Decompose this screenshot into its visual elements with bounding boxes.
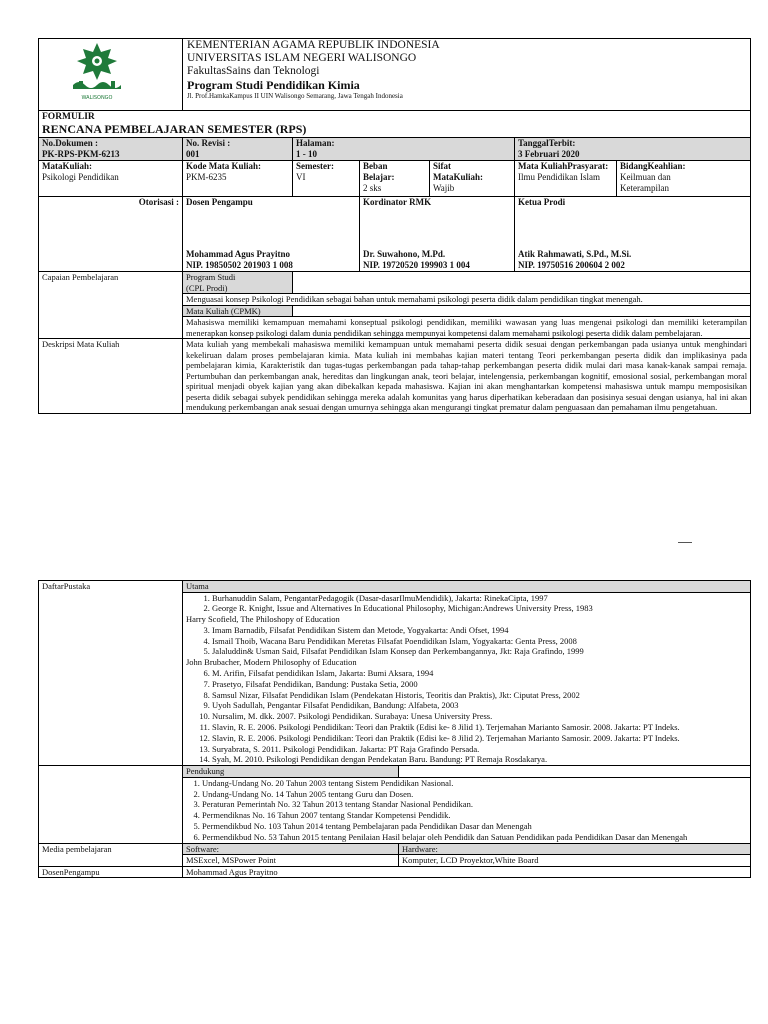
head-sign-name: Atik Rahmawati, S.Pd., M.Si. (518, 249, 632, 259)
list-item: 6. Permendikbud No. 53 Tahun 2015 tentang Penilaian Hasil belajar oleh Pendidik dan Satuan Pendidikan pada Pendidikan Dasar dan Menengah (202, 832, 747, 843)
learning-outcomes-label: Capaian Pembelajaran (39, 272, 183, 339)
list-item: 6. M. Arifin, Filsafat pendidikan Islam, Jakarta: Bumi Aksara, 1994 (212, 668, 747, 679)
semester-value: VI (296, 172, 306, 182)
institution-address: Jl. Prof.HamkaKampus II UIN Walisongo Semarang, Jawa Tengah Indonesia (187, 92, 403, 100)
rps-page-2 (38, 580, 750, 878)
list-item: 11. Slavin, R. E. 2006. Psikologi Pendidikan: Teori dan Praktik (Edisi ke- 8 Jilid 1). Terjemahan Marianto Samosir. 2008. Jakarta: PT Indeks. (212, 722, 747, 733)
cpmk-text: Mahasiswa memiliki kemampuan memahami konseptual psikologi pendidikan, memiliki wawasan yang luas mengenai psikologi dan memiliki keterampilan menerapkan konsep psikologi dalam dunia pendidikan sehingga mempunyai kompetensi dalam memahami psikologi peserta didik dalam pembelajaran. (183, 317, 751, 339)
coordinator-role: Kordinator RMK (363, 197, 432, 207)
lecturer-sign-name: Mohammad Agus Prayitno (186, 249, 291, 259)
lecturer-row-value: Mohammad Agus Prayitno (183, 866, 751, 878)
semester-label: Semester: (296, 161, 334, 171)
list-item: 10. Nursalim, M. dkk. 2007. Psikologi Pendidikan. Surabaya: Unesa University Press. (212, 711, 747, 722)
course-code: PKM-6235 (186, 172, 227, 182)
main-list-3 (186, 668, 747, 765)
cpl-title-1: Program Studi (186, 272, 236, 282)
head-nip: NIP. 19750516 200604 2 002 (518, 260, 625, 270)
form-title: RENCANA PEMBELAJARAN SEMESTER (RPS) (42, 122, 307, 136)
field-label: BidangKeahlian: (620, 161, 686, 171)
support-list (186, 778, 747, 843)
cpl-text: Menguasai konsep Psikologi Pendidikan sebagai bahan untuk memahami psikologi peserta didik dalam pendidikan tingkat menengah. (183, 294, 751, 306)
list-item: 13. Suryabrata, S. 2011. Psikologi Pendidikan. Jakarta: PT Raja Grafindo Persada. (212, 744, 747, 755)
cpmk-title: Mata Kuliah (CPMK) (183, 305, 293, 317)
list-item: 2. George R. Knight, Issue and Alternatives In Educational Philosophy, Michigan:Andrews University Press, 1983 (212, 603, 747, 614)
course-name-label: MataKuliah: (42, 161, 93, 171)
bibliography-main-title: Utama (183, 581, 751, 593)
credits-label-2: Belajar: (363, 172, 395, 182)
page-label: Halaman: (296, 138, 335, 148)
faculty-name: FakultasSains dan Teknologi (187, 65, 320, 77)
interlude-2: John Brubacher, Modern Philosophy of Education (186, 657, 357, 668)
description-text: Mata kuliah yang membekali mahasiswa memiliki kemampuan untuk memahami peserta didik sesuai dengan perkembangan pada usianya untuk menghindari kekeliruan dalam proses pembelajaran kimia. Mata kuliah ini membahas kajian materi tentang Teori perkembangan peserta didik dan implikasinya pada pembelajaran kimia, Karakteristik dan tugas-tugas perkembangan pada tahap-tahap perkembangan peserta didik mulai dari masa kanak-kanak sampai remaja. Pertumbuhan dan perkembangan anak, hereditas dan lingkungan anak, teori belajar, intelengensia, perkembangan kognitif, emosional sosial, perkembangan moral spiritual menjadi obyek kajian yang akan dibekalkan kepada mahasiswa. Kajian ini akan menghantarkan kompetensi mahasiswa untuk mampu memposisikan peserta didik sebagai subyek pendidikan sehingga mereka adalah komunitas yang harus diperhatikan keberadaan dan posisinya sesuai dengan usianya, hal ini akan mendukung perkembangan anak sesuai dengan umurnya sehingga akan mengurangi tingkat prematur dalam penguasaan dan pemahaman ilmu pengetahuan. (183, 339, 751, 414)
lecturer-nip: NIP. 19850502 201903 1 008 (186, 260, 293, 270)
credits-value: 2 sks (363, 183, 382, 193)
list-item: 5. Permendikbud No. 103 Tahun 2014 tentang Pembelajaran pada Pendidikan Dasar dan Menengah (202, 821, 747, 832)
doc-no-label: No.Dokumen : (42, 138, 99, 148)
logo-cell (39, 39, 183, 111)
page-value: 1 - 10 (296, 149, 317, 159)
date-label: TanggalTerbit: (518, 138, 576, 148)
list-item: 3. Peraturan Pemerintah No. 32 Tahun 2013 tentang Standar Nasional Pendidikan. (202, 799, 747, 810)
date-value: 3 Februari 2020 (518, 149, 580, 159)
cpl-title-2: (CPL Prodi) (186, 282, 228, 293)
list-item: 7. Prasetyo, Filsafat Pendidikan, Bandung: Pustaka Setia, 2000 (212, 679, 747, 690)
authorization-label: Otorisasi : (138, 197, 179, 207)
bibliography-support-title: Pendukung (183, 766, 399, 778)
interlude-1: Harry Scofield, The Philoshopy of Education (186, 614, 340, 625)
rps-page-1 (38, 38, 750, 414)
list-item: 2. Undang-Undang No. 14 Tahun 2005 tentang Guru dan Dosen. (202, 789, 747, 800)
uin-walisongo-logo (42, 39, 152, 103)
list-item: 3. Imam Barnadib, Filsafat Pendidikan Sistem dan Metode, Yogyakarta: Andi Ofset, 1994 (212, 625, 747, 636)
list-item: 8. Samsul Nizar, Filsafat Pendidikan Islam (Pendekatan Historis, Teoritis dan Praktis), Jkt: Ciputat Press, 2002 (212, 690, 747, 701)
university-name: UNIVERSITAS ISLAM NEGERI WALISONGO (187, 52, 417, 64)
doc-no-value: PK-RPS-PKM-6213 (42, 149, 120, 159)
list-item: 1. Burhanuddin Salam, PengantarPedagogik (Dasar-dasarIlmuMendidik), Jakarta: RinekaCipta, 1997 (212, 593, 747, 604)
nature-label-2: MataKuliah: (433, 172, 484, 182)
hardware-value: Komputer, LCD Proyektor,White Board (399, 855, 751, 867)
rps-header-table (38, 38, 751, 414)
nature-value: Wajib (433, 183, 455, 193)
revision-label: No. Revisi : (186, 138, 231, 148)
rps-bibliography-table (38, 580, 751, 878)
lecturer-role: Dosen Pengampu (186, 197, 253, 207)
media-label: Media pembelajaran (39, 843, 183, 866)
main-list-2 (186, 625, 747, 657)
revision-value: 001 (186, 149, 200, 159)
head-role: Ketua Prodi (518, 197, 566, 207)
prereq-value: Ilmu Pendidikan Islam (518, 172, 600, 182)
field-value-1: Keilmuan dan (620, 172, 671, 182)
logo-caption: WALISONGO (81, 95, 113, 101)
lecturer-row-label: DosenPengampu (39, 866, 183, 878)
form-label: FORMULIR (42, 112, 95, 122)
bibliography-label: DaftarPustaka (39, 581, 183, 766)
list-item: 1. Undang-Undang No. 20 Tahun 2003 tentang Sistem Pendidikan Nasional. (202, 778, 747, 789)
page-break-mark (678, 542, 692, 543)
list-item: 9. Uyoh Sadullah, Pengantar Filsafat Pendidikan, Bandung: Alfabeta, 2003 (212, 700, 747, 711)
coordinator-sign-name: Dr. Suwahono, M.Pd. (363, 249, 446, 259)
description-label: Deskripsi Mata Kuliah (39, 339, 183, 414)
hardware-label: Hardware: (399, 843, 751, 855)
list-item: 4. Ismail Thoib, Wacana Baru Pendidikan Meretas Filsafat Poendidikan Islam, Yogyakarta: Genta Press, 2008 (212, 636, 747, 647)
nature-label-1: Sifat (433, 161, 451, 171)
list-item: 14. Syah, M. 2010. Psikologi Pendidikan dengan Pendekatan Baru. Bandung: PT Remaja Rosdakarya. (212, 754, 747, 765)
coordinator-nip: NIP. 19720520 199903 1 004 (363, 260, 470, 270)
field-value-2: Keterampilan (620, 183, 669, 193)
software-label: Software: (183, 843, 399, 855)
program-name: Program Studi Pendidikan Kimia (187, 78, 360, 92)
list-item: 12. Slavin, R. E. 2006. Psikologi Pendidikan: Teori dan Praktik (Edisi ke- 8 Jilid 2). Terjemahan Marianto Samosir. 2009. Jakarta: PT Indeks. (212, 733, 747, 744)
ministry-name: KEMENTERIAN AGAMA REPUBLIK INDONESIA (187, 39, 440, 51)
main-list-1 (186, 593, 747, 615)
software-value: MSExcel, MSPower Point (183, 855, 399, 867)
list-item: 4. Permendiknas No. 16 Tahun 2007 tentang Standar Kompetensi Pendidik. (202, 810, 747, 821)
prereq-label: Mata KuliahPrasyarat: (518, 161, 609, 171)
course-code-label: Kode Mata Kuliah: (186, 161, 262, 171)
credits-label-1: Beban (363, 161, 388, 171)
list-item: 5. Jalaluddin& Usman Said, Filsafat Pendidikan Islam Konsep dan Perkembangannya, Jkt: Raja Grafindo, 1999 (212, 646, 747, 657)
course-name: Psikologi Pendidikan (42, 172, 119, 182)
